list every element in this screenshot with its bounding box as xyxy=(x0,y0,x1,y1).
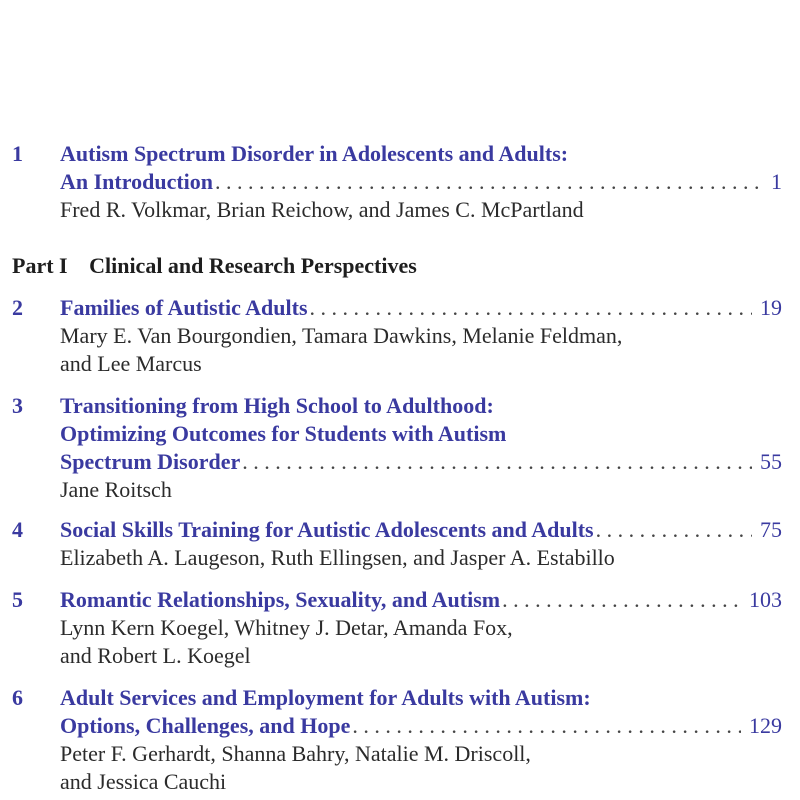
dot-leader xyxy=(352,712,741,740)
part-title: Clinical and Research Perspectives xyxy=(89,253,417,278)
page-number[interactable]: 19 xyxy=(760,295,782,320)
dot-leader xyxy=(596,516,752,544)
chapter-number: 2 xyxy=(12,295,23,320)
chapter-title-line[interactable]: Autism Spectrum Disorder in Adolescents and Adults: xyxy=(60,141,569,166)
chapter-title-line-with-page[interactable] xyxy=(60,294,782,322)
chapter-title-line[interactable]: Options, Challenges, and Hope xyxy=(60,713,351,738)
chapter-number: 3 xyxy=(12,393,23,418)
part-heading xyxy=(12,252,417,280)
chapter-authors: Fred R. Volkmar, Brian Reichow, and James C. McPartland xyxy=(60,197,584,222)
page-number[interactable]: 1 xyxy=(771,169,782,194)
page-number[interactable]: 103 xyxy=(749,587,782,612)
chapter-title-line[interactable]: Transitioning from High School to Adulthood: xyxy=(60,393,494,418)
chapter-title-line-with-page[interactable] xyxy=(60,712,782,740)
part-label: Part I xyxy=(12,253,68,278)
chapter-title-line[interactable]: Adult Services and Employment for Adults with Autism: xyxy=(60,685,591,710)
dot-leader xyxy=(215,168,763,196)
chapter-authors: Lynn Kern Koegel, Whitney J. Detar, Amanda Fox, xyxy=(60,615,513,640)
chapter-number: 1 xyxy=(12,141,23,166)
chapter-title-line[interactable]: Optimizing Outcomes for Students with Autism xyxy=(60,421,507,446)
chapter-authors: Peter F. Gerhardt, Shanna Bahry, Natalie M. Driscoll, xyxy=(60,741,531,766)
chapter-title-line[interactable]: An Introduction xyxy=(60,169,214,194)
chapter-number: 4 xyxy=(12,517,23,542)
chapter-number: 5 xyxy=(12,587,23,612)
chapter-title-line[interactable]: Families of Autistic Adults xyxy=(60,295,308,320)
chapter-title-line-with-page[interactable] xyxy=(60,448,782,476)
page-number[interactable]: 75 xyxy=(760,517,782,542)
chapter-authors: Jane Roitsch xyxy=(60,477,172,502)
chapter-number: 6 xyxy=(12,685,23,710)
chapter-title-line[interactable]: Social Skills Training for Autistic Adolescents and Adults xyxy=(60,517,594,542)
chapter-title-line[interactable]: Romantic Relationships, Sexuality, and Autism xyxy=(60,587,501,612)
chapter-title-line-with-page[interactable] xyxy=(60,586,782,614)
chapter-title-line-with-page[interactable] xyxy=(60,516,782,544)
dot-leader xyxy=(502,586,741,614)
chapter-title-line[interactable]: Spectrum Disorder xyxy=(60,449,241,474)
chapter-title-line-with-page[interactable] xyxy=(60,168,782,196)
page-number[interactable]: 129 xyxy=(749,713,782,738)
chapter-authors: and Robert L. Koegel xyxy=(60,643,251,668)
chapter-authors: and Jessica Cauchi xyxy=(60,769,227,794)
dot-leader xyxy=(242,448,752,476)
dot-leader xyxy=(310,294,752,322)
chapter-authors: Mary E. Van Bourgondien, Tamara Dawkins, Melanie Feldman, xyxy=(60,323,623,348)
chapter-authors: and Lee Marcus xyxy=(60,351,202,376)
chapter-authors: Elizabeth A. Laugeson, Ruth Ellingsen, and Jasper A. Estabillo xyxy=(60,545,615,570)
page-number[interactable]: 55 xyxy=(760,449,782,474)
